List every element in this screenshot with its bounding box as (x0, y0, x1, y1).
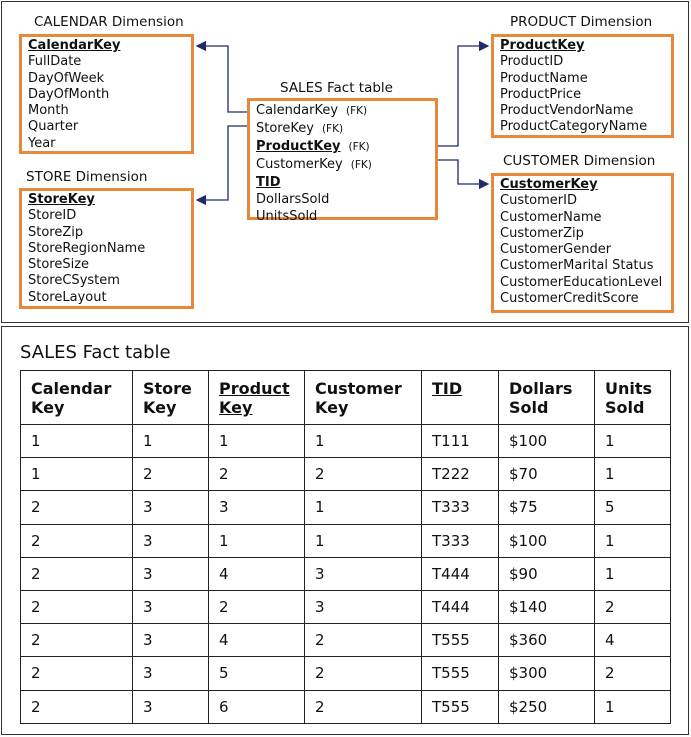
table-cell: $70 (499, 458, 595, 491)
store-key-field: StoreKey (28, 192, 95, 207)
table-cell: $300 (499, 657, 595, 690)
foreign-key-marker: (FK) (321, 123, 344, 135)
table-cell: 4 (209, 557, 305, 590)
table-cell: 2 (21, 657, 133, 690)
table-row (21, 491, 671, 524)
table-cell: 3 (133, 557, 209, 590)
table-cell: 2 (595, 657, 671, 690)
table-cell: $75 (499, 491, 595, 524)
table-cell: T333 (422, 491, 499, 524)
table-row (21, 524, 671, 557)
table-cell: 2 (305, 624, 422, 657)
column-header-line: Customer (315, 379, 402, 398)
customer-field: CustomerEducationLevel (500, 274, 663, 290)
sales-fact-title: SALES Fact table (280, 80, 393, 96)
table-cell: 1 (209, 425, 305, 458)
table-cell: 4 (595, 624, 671, 657)
table-cell: $100 (499, 524, 595, 557)
table-cell: 3 (133, 690, 209, 723)
table-cell: T222 (422, 458, 499, 491)
product-dimension-title: PRODUCT Dimension (510, 14, 653, 30)
table-row (21, 557, 671, 590)
calendar-field: FullDate (28, 54, 82, 70)
table-cell: 3 (133, 624, 209, 657)
store-field: StoreID (28, 208, 77, 224)
table-cell: 3 (133, 657, 209, 690)
customer-field: CustomerName (500, 209, 602, 225)
store-field: StoreRegionName (28, 240, 146, 256)
table-cell: 1 (595, 425, 671, 458)
table-cell: 2 (21, 524, 133, 557)
table-cell: 1 (595, 524, 671, 557)
table-header-row (21, 371, 671, 425)
customer-field: CustomerCreditScore (500, 291, 639, 307)
foreign-key-marker: (FK) (350, 159, 372, 171)
table-cell: T333 (422, 524, 499, 557)
table-cell: 4 (209, 624, 305, 657)
column-header (422, 371, 499, 425)
customer-field: CustomerZip (500, 225, 584, 241)
table-cell: $360 (499, 624, 595, 657)
table-cell: 3 (133, 491, 209, 524)
table-cell: 6 (209, 690, 305, 723)
product-field: ProductPrice (500, 86, 582, 102)
store-field: StoreCSystem (28, 273, 120, 289)
table-row (21, 657, 671, 690)
table-cell: 1 (209, 524, 305, 557)
sales-fact-table (20, 370, 671, 724)
table-row (21, 590, 671, 623)
customer-dimension-title: CUSTOMER Dimension (503, 153, 656, 169)
column-header-line: Product (219, 379, 290, 398)
table-cell: 1 (595, 690, 671, 723)
table-cell: 1 (21, 425, 133, 458)
column-header-line: Dollars (509, 379, 573, 398)
table-cell: $140 (499, 590, 595, 623)
sales-field-name: UnitsSold (256, 209, 318, 224)
column-header-line: Key (315, 398, 349, 417)
table-row (21, 458, 671, 491)
calendar-field: DayOfMonth (28, 86, 110, 102)
column-header-line: Store (143, 379, 192, 398)
column-header-line: Key (219, 398, 253, 417)
column-header-line: Calendar (31, 379, 112, 398)
column-header (499, 371, 595, 425)
column-header-line: Key (31, 398, 65, 417)
sales-field-name: CustomerKey (256, 157, 343, 172)
calendar-dimension-title: CALENDAR Dimension (34, 14, 184, 30)
sales-field-name: ProductKey (256, 139, 341, 154)
calendar-connector (197, 46, 247, 112)
column-header-line: TID (432, 379, 463, 398)
calendar-field: Year (28, 135, 56, 151)
table-cell: 3 (133, 590, 209, 623)
table-row (21, 624, 671, 657)
sales-field-name: CalendarKey (256, 103, 339, 118)
table-cell: 1 (133, 425, 209, 458)
column-header-line: Units (605, 379, 653, 398)
table-row (21, 690, 671, 723)
store-dimension-title: STORE Dimension (26, 169, 148, 185)
table-cell: 1 (305, 425, 422, 458)
customer-key-field: CustomerKey (500, 177, 598, 192)
table-cell: 3 (305, 557, 422, 590)
product-connector (438, 46, 488, 146)
product-field: ProductVendorName (500, 103, 634, 119)
table-cell: 2 (21, 690, 133, 723)
table-cell: T555 (422, 690, 499, 723)
table-cell: 1 (305, 524, 422, 557)
calendar-key-field: CalendarKey (28, 38, 121, 53)
table-cell: 2 (305, 690, 422, 723)
table-cell: 2 (595, 590, 671, 623)
table-cell: 1 (305, 491, 422, 524)
table-cell: 2 (21, 590, 133, 623)
table-cell: 2 (21, 624, 133, 657)
column-header-line: Key (143, 398, 177, 417)
table-cell: $90 (499, 557, 595, 590)
table-cell: 1 (21, 458, 133, 491)
column-header (305, 371, 422, 425)
foreign-key-marker: (FK) (348, 141, 370, 153)
table-cell: 2 (209, 590, 305, 623)
product-field: ProductID (500, 54, 564, 70)
sales-field-name: StoreKey (256, 121, 314, 136)
foreign-key-marker: (FK) (346, 105, 368, 117)
product-key-field: ProductKey (500, 38, 585, 53)
customer-field: CustomerGender (500, 242, 612, 258)
table-row (21, 425, 671, 458)
table-cell: 1 (595, 458, 671, 491)
table-cell: 2 (305, 657, 422, 690)
table-cell: 5 (595, 491, 671, 524)
product-field: ProductCategoryName (500, 119, 648, 135)
store-connector (197, 126, 247, 200)
table-cell: T111 (422, 425, 499, 458)
customer-field: CustomerMarital Status (500, 258, 654, 274)
calendar-field: DayOfWeek (28, 70, 105, 86)
fact-table-title: SALES Fact table (20, 342, 171, 363)
calendar-field: Quarter (28, 119, 79, 135)
table-cell: 1 (595, 557, 671, 590)
column-header (595, 371, 671, 425)
column-header-line: Sold (605, 398, 645, 417)
table-cell: 5 (209, 657, 305, 690)
table-cell: T444 (422, 590, 499, 623)
column-header-line: Sold (509, 398, 549, 417)
customer-connector (438, 160, 488, 184)
table-cell: $100 (499, 425, 595, 458)
relationship-connectors (0, 0, 691, 330)
table-cell: 3 (133, 524, 209, 557)
sales-field-name: TID (256, 175, 281, 190)
column-header (209, 371, 305, 425)
calendar-field: Month (28, 103, 69, 119)
table-cell: T555 (422, 624, 499, 657)
table-cell: 3 (209, 491, 305, 524)
table-cell: 2 (133, 458, 209, 491)
sales-field-name: DollarsSold (256, 192, 330, 207)
table-cell: 2 (305, 458, 422, 491)
table-cell: T444 (422, 557, 499, 590)
table-cell: T555 (422, 657, 499, 690)
table-cell: 2 (21, 557, 133, 590)
table-cell: $250 (499, 690, 595, 723)
table-cell: 2 (21, 491, 133, 524)
customer-field: CustomerID (500, 193, 577, 209)
table-cell: 3 (305, 590, 422, 623)
store-field: StoreLayout (28, 289, 107, 305)
column-header (133, 371, 209, 425)
store-field: StoreSize (28, 257, 90, 273)
store-field: StoreZip (28, 224, 84, 240)
table-cell: 2 (209, 458, 305, 491)
column-header (21, 371, 133, 425)
product-field: ProductName (500, 70, 588, 86)
